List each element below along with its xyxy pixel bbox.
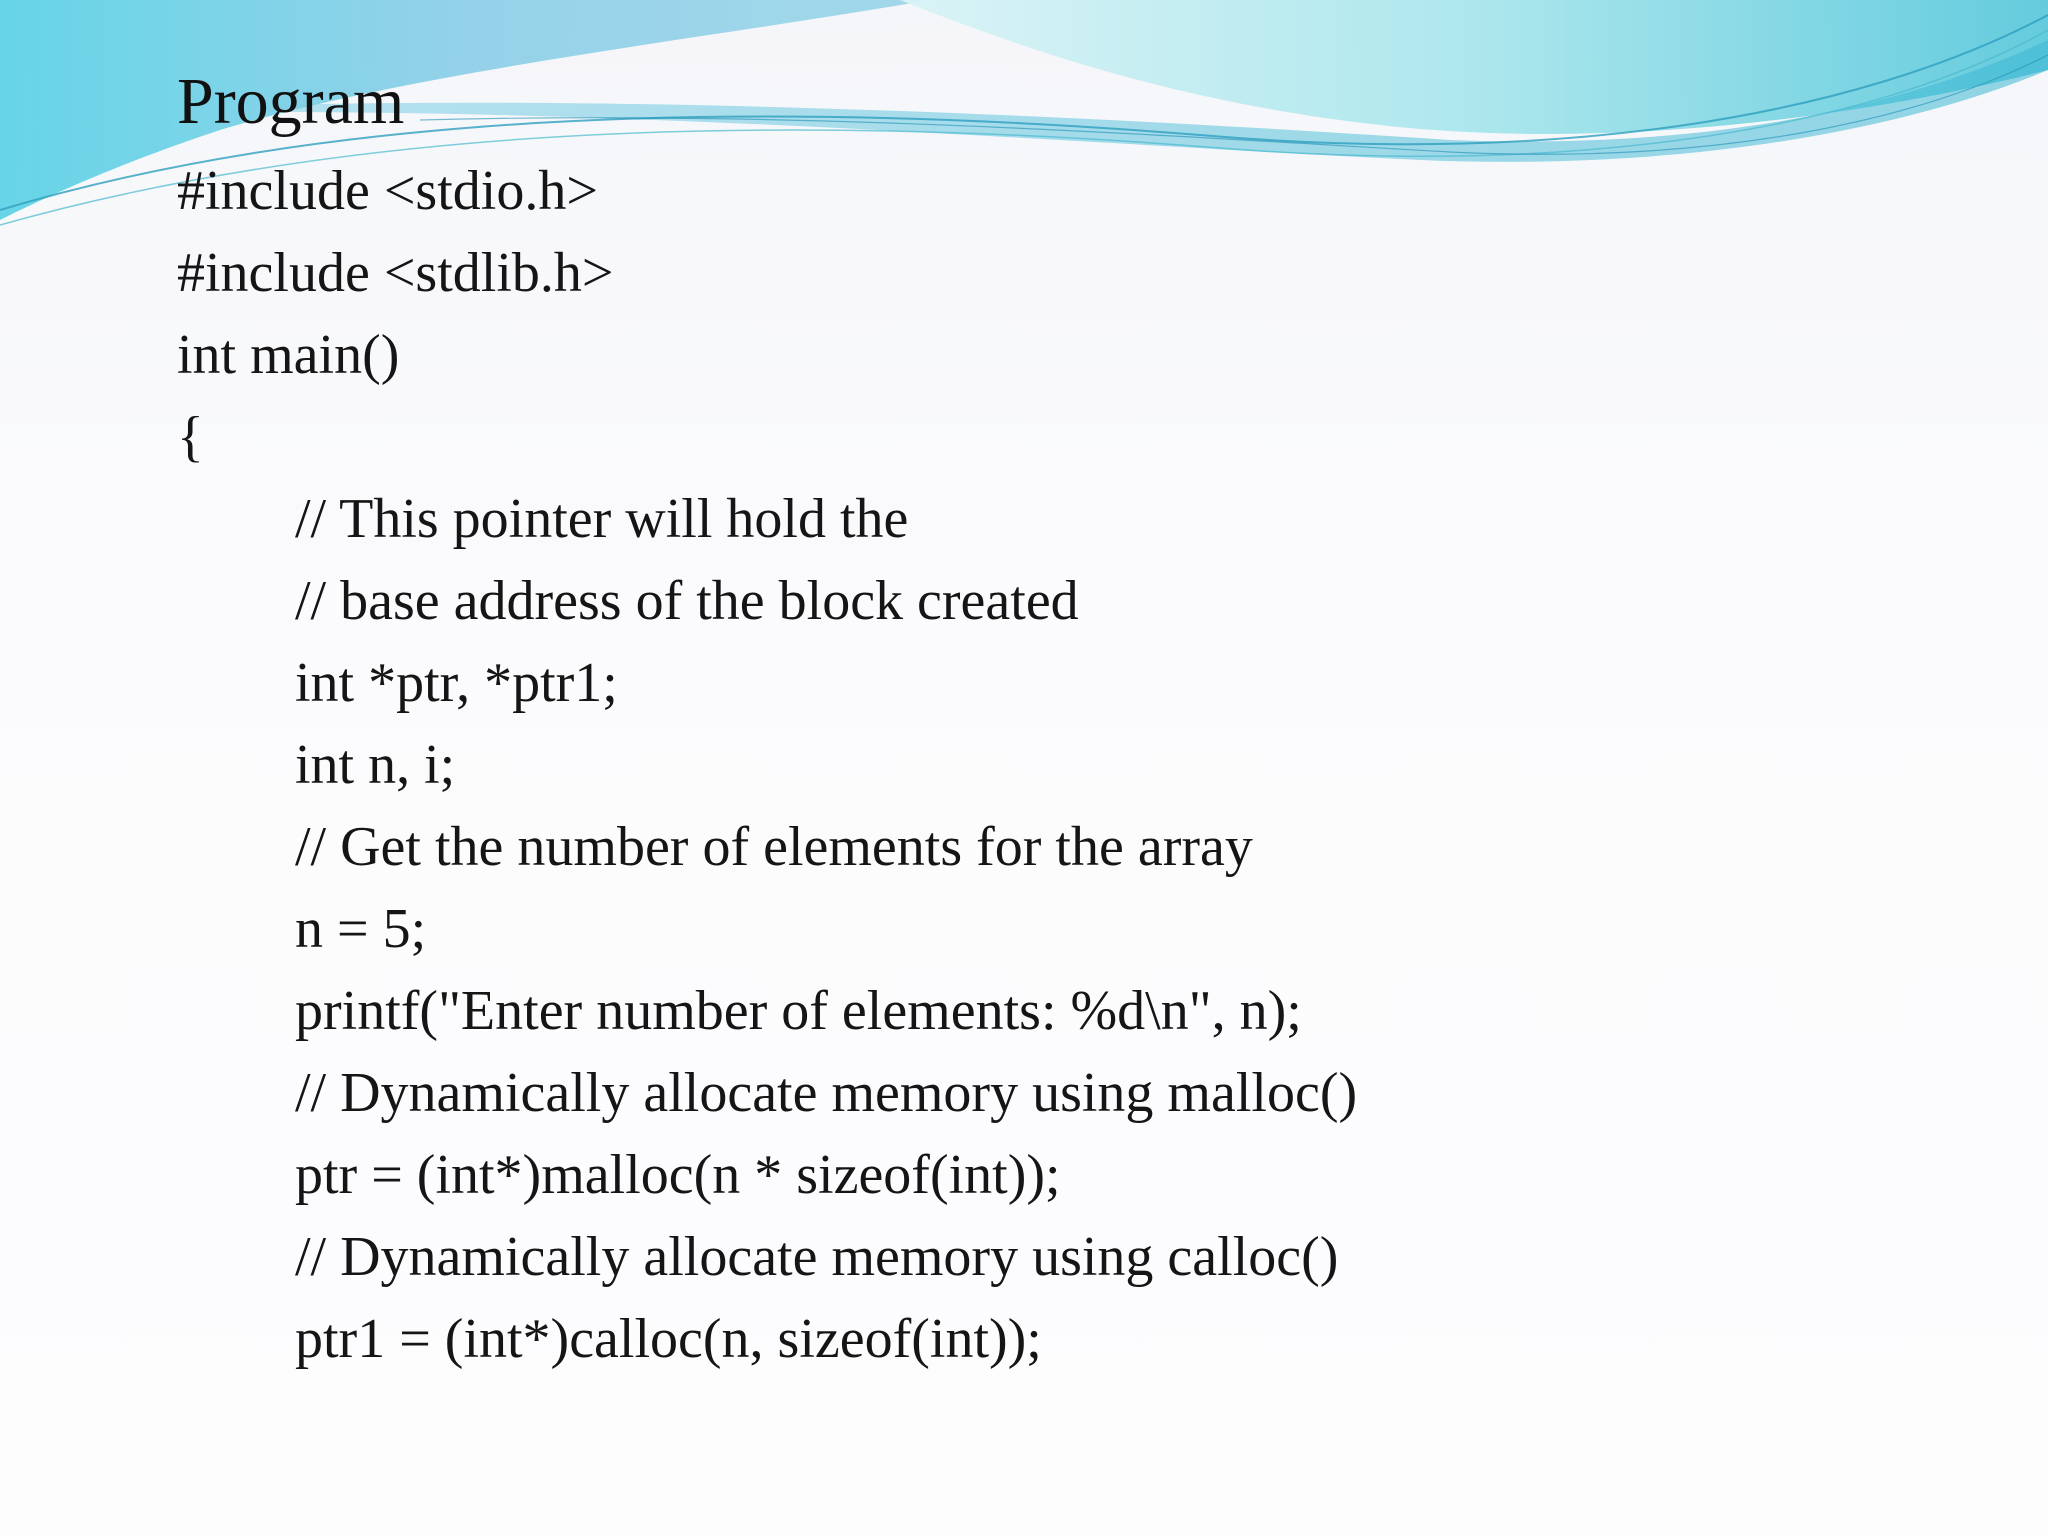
slide-title: Program <box>177 65 405 138</box>
code-line-open-brace: { <box>177 406 204 468</box>
code-line-int-declaration: int n, i; <box>295 734 456 796</box>
code-line-comment: // Dynamically allocate memory using calloc() <box>295 1226 1339 1288</box>
code-line-pointer-declaration: int *ptr, *ptr1; <box>295 652 618 714</box>
code-line-main-signature: int main() <box>177 324 400 386</box>
code-listing <box>177 150 1357 1380</box>
code-line-printf: printf("Enter number of elements: %d\n", n); <box>295 980 1302 1042</box>
code-line-comment: // Get the number of elements for the array <box>295 816 1253 878</box>
code-line-include-stdio: #include <stdio.h> <box>177 160 598 222</box>
code-line-calloc: ptr1 = (int*)calloc(n, sizeof(int)); <box>295 1308 1042 1370</box>
code-line-comment: // This pointer will hold the <box>295 488 909 550</box>
code-line-comment: // Dynamically allocate memory using malloc() <box>295 1062 1358 1124</box>
code-line-assignment: n = 5; <box>295 898 427 960</box>
code-line-malloc: ptr = (int*)malloc(n * sizeof(int)); <box>295 1144 1061 1206</box>
code-line-include-stdlib: #include <stdlib.h> <box>177 242 614 304</box>
code-line-comment: // base address of the block created <box>295 570 1079 632</box>
